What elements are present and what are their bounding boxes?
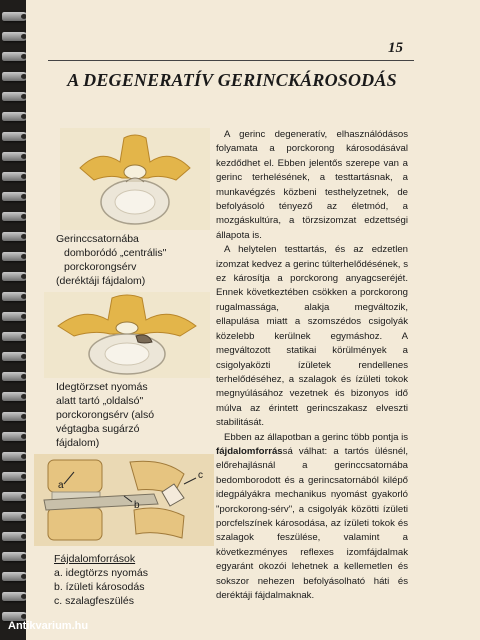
binding-ring [2, 432, 28, 441]
pain-label-c: c [198, 470, 203, 481]
figure-lateral-herniation [44, 292, 210, 378]
spinal-canal [124, 165, 146, 179]
binding-ring [2, 272, 28, 281]
book-page [26, 0, 480, 640]
pain-source-item: a. idegtörzs nyomás [54, 567, 148, 579]
figure-1-caption: Gerinccsatornába domboródó „centrális" porckorongsérv (deréktáji fájdalom) [56, 233, 167, 287]
page-number: 15 [388, 40, 403, 56]
binding-ring [2, 512, 28, 521]
article-body [216, 128, 408, 603]
binding-ring [2, 532, 28, 541]
pain-source-term: fájdalomforrás [216, 445, 283, 457]
binding-ring [2, 92, 28, 101]
binding-ring [2, 132, 28, 141]
binding-ring [2, 392, 28, 401]
binding-ring [2, 72, 28, 81]
binding-ring [2, 492, 28, 501]
binding-ring [2, 412, 28, 421]
pain-sources-title: Fájdalomforrások [54, 553, 136, 565]
figure-central-herniation [60, 128, 210, 230]
binding-ring [2, 312, 28, 321]
binding-ring [2, 252, 28, 261]
pain-sources-list [54, 552, 148, 608]
page-title: A DEGENERATÍV GERINCKÁROSODÁS [67, 70, 397, 90]
paragraph-2: A helytelen testtartás, és az edzetlen izomzat kedvez a gerinc túlterhelődésének, s ez károsítja a porckorong anyagcseréjét. Ennek következtében csökken a porckorong rugalmassága, alakja megváltozik, ellapulása miatt a szomszédos csigolyák közelebb kerülnek egymáshoz. A megváltozott statikai körülmények a csigolyaközti ízületek rendellenes terhelődéséhez, a szalagok és ízületi tokok megnyúlásához vezetnek és bizonyos idő múlva az érintett gerincszakasz elveszti stabilitását. [216, 244, 408, 429]
figure-2-caption: Idegtörzset nyomás alatt tartó „oldalsó" porckorongsérv (alsó végtagba sugárzó fájdalom) [56, 381, 155, 449]
binding-ring [2, 112, 28, 121]
pain-source-item: b. ízületi károsodás [54, 581, 145, 593]
paragraph-1: A gerinc degeneratív, elhasználódásos folyamata a porckorong károsodásával kezdődhet el. Ebben jelentős szerepe van a gerinc terhelésének, a testtartásnak, a munkavégzés közbeni testhelyzetnek, de befolyásoló tényező az életmód, a mozgáskultúra, a törzsizomzat edzettségi állapota is. [216, 129, 408, 241]
binding-ring [2, 12, 28, 21]
binding-ring [2, 212, 28, 221]
binding-ring [2, 232, 28, 241]
binding-ring [2, 32, 28, 41]
binding-ring [2, 172, 28, 181]
pain-source-item: c. szalagfeszülés [54, 595, 134, 607]
binding-ring [2, 372, 28, 381]
figure-pain-sources [34, 454, 214, 546]
watermark: Antikvarium.hu [8, 620, 89, 632]
binding-ring [2, 292, 28, 301]
binding-ring [2, 152, 28, 161]
title-rule [48, 60, 414, 61]
binding-ring [2, 192, 28, 201]
pain-label-b: b [134, 500, 140, 511]
binding-ring [2, 332, 28, 341]
binding-ring [2, 452, 28, 461]
binding-ring [2, 472, 28, 481]
binding-ring [2, 352, 28, 361]
binding-ring [2, 572, 28, 581]
binding-ring [2, 52, 28, 61]
binding-ring [2, 552, 28, 561]
binding-ring [2, 592, 28, 601]
paragraph-3: Ebben az állapotban a gerinc több pontja is fájdalomforrássá válhat: a tartós ülésnél, előrehajlásnál a gerinccsatornába bedomborodott és a gerincsatornából kilépő idegpályákra mechanikus nyomást gyakorló "porckorong-sérv", a csigolyák közötti ízületi porcfelszínek károsodása, az ízületi tokok és szalagok feszülése, valamint a következményes reflexes izomfájdalmak egyaránt okozói lehetnek a kellemetlen és sokszor nehezen befolyásolható háti és deréktáji fájdalmaknak. [216, 431, 409, 601]
pain-label-a: a [58, 480, 64, 491]
